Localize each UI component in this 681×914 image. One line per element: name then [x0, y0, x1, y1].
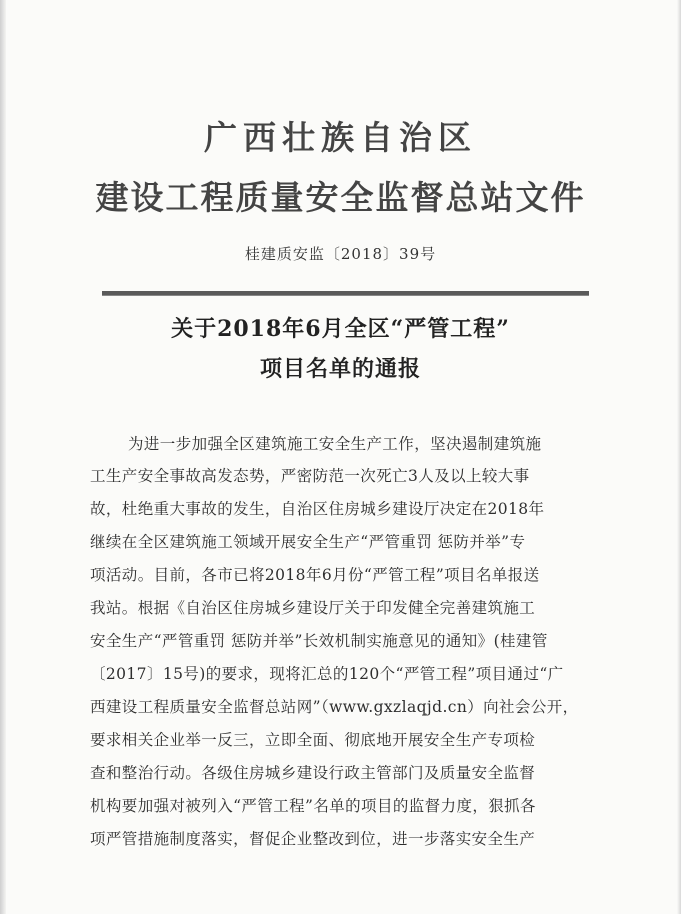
body-line: 继续在全区建筑施工领域开展安全生产“严管重罚 惩防并举”专 — [90, 533, 526, 551]
document-number: 桂建质安监〔2018〕39号 — [244, 245, 437, 263]
body-line: 我站。根据《自治区住房城乡建设厅关于印发健全完善建筑施工 — [90, 599, 536, 617]
body-line: 要求相关企业举一反三，立即全面、彻底地开展安全生产专项检 — [90, 731, 536, 749]
document-title-line2: 项目名单的通报 — [259, 356, 421, 382]
body-line: 项严管措施制度落实，督促企业整改到位，进一步落实安全生产 — [90, 830, 536, 848]
issuer-name-line1: 广西壮族自治区 — [204, 118, 477, 157]
body-line: 机构要加强对被列入“严管工程”名单的项目的监督力度，狠抓各 — [90, 797, 536, 815]
body-line: 为进一步加强全区建筑施工安全生产工作，坚决遏制建筑施 — [128, 435, 542, 453]
body-line: 工生产安全事故高发态势，严密防范一次死亡3人及以上较大事 — [90, 467, 530, 485]
body-line: 安全生产“严管重罚 惩防并举”长效机制实施意见的通知》(桂建管 — [90, 632, 548, 650]
body-line: 西建设工程质量安全监督总站网”（www.gxzlaqjd.cn）向社会公开， — [90, 698, 579, 716]
header-divider — [102, 291, 589, 296]
issuer-name-line2: 建设工程质量安全监督总站文件 — [95, 178, 586, 217]
document-title-line1: 关于2018年6月全区“严管工程” — [171, 316, 510, 342]
body-line: 故，杜绝重大事故的发生，自治区住房城乡建设厅决定在2018年 — [90, 500, 545, 518]
body-line: 查和整治行动。各级住房城乡建设行政主管部门及质量安全监督 — [90, 764, 536, 782]
body-line: 〔2017〕15号)的要求，现将汇总的120个“严管工程”项目通过“广 — [90, 665, 564, 683]
body-line: 项活动。目前，各市已将2018年6月份“严管工程”项目名单报送 — [90, 566, 540, 584]
